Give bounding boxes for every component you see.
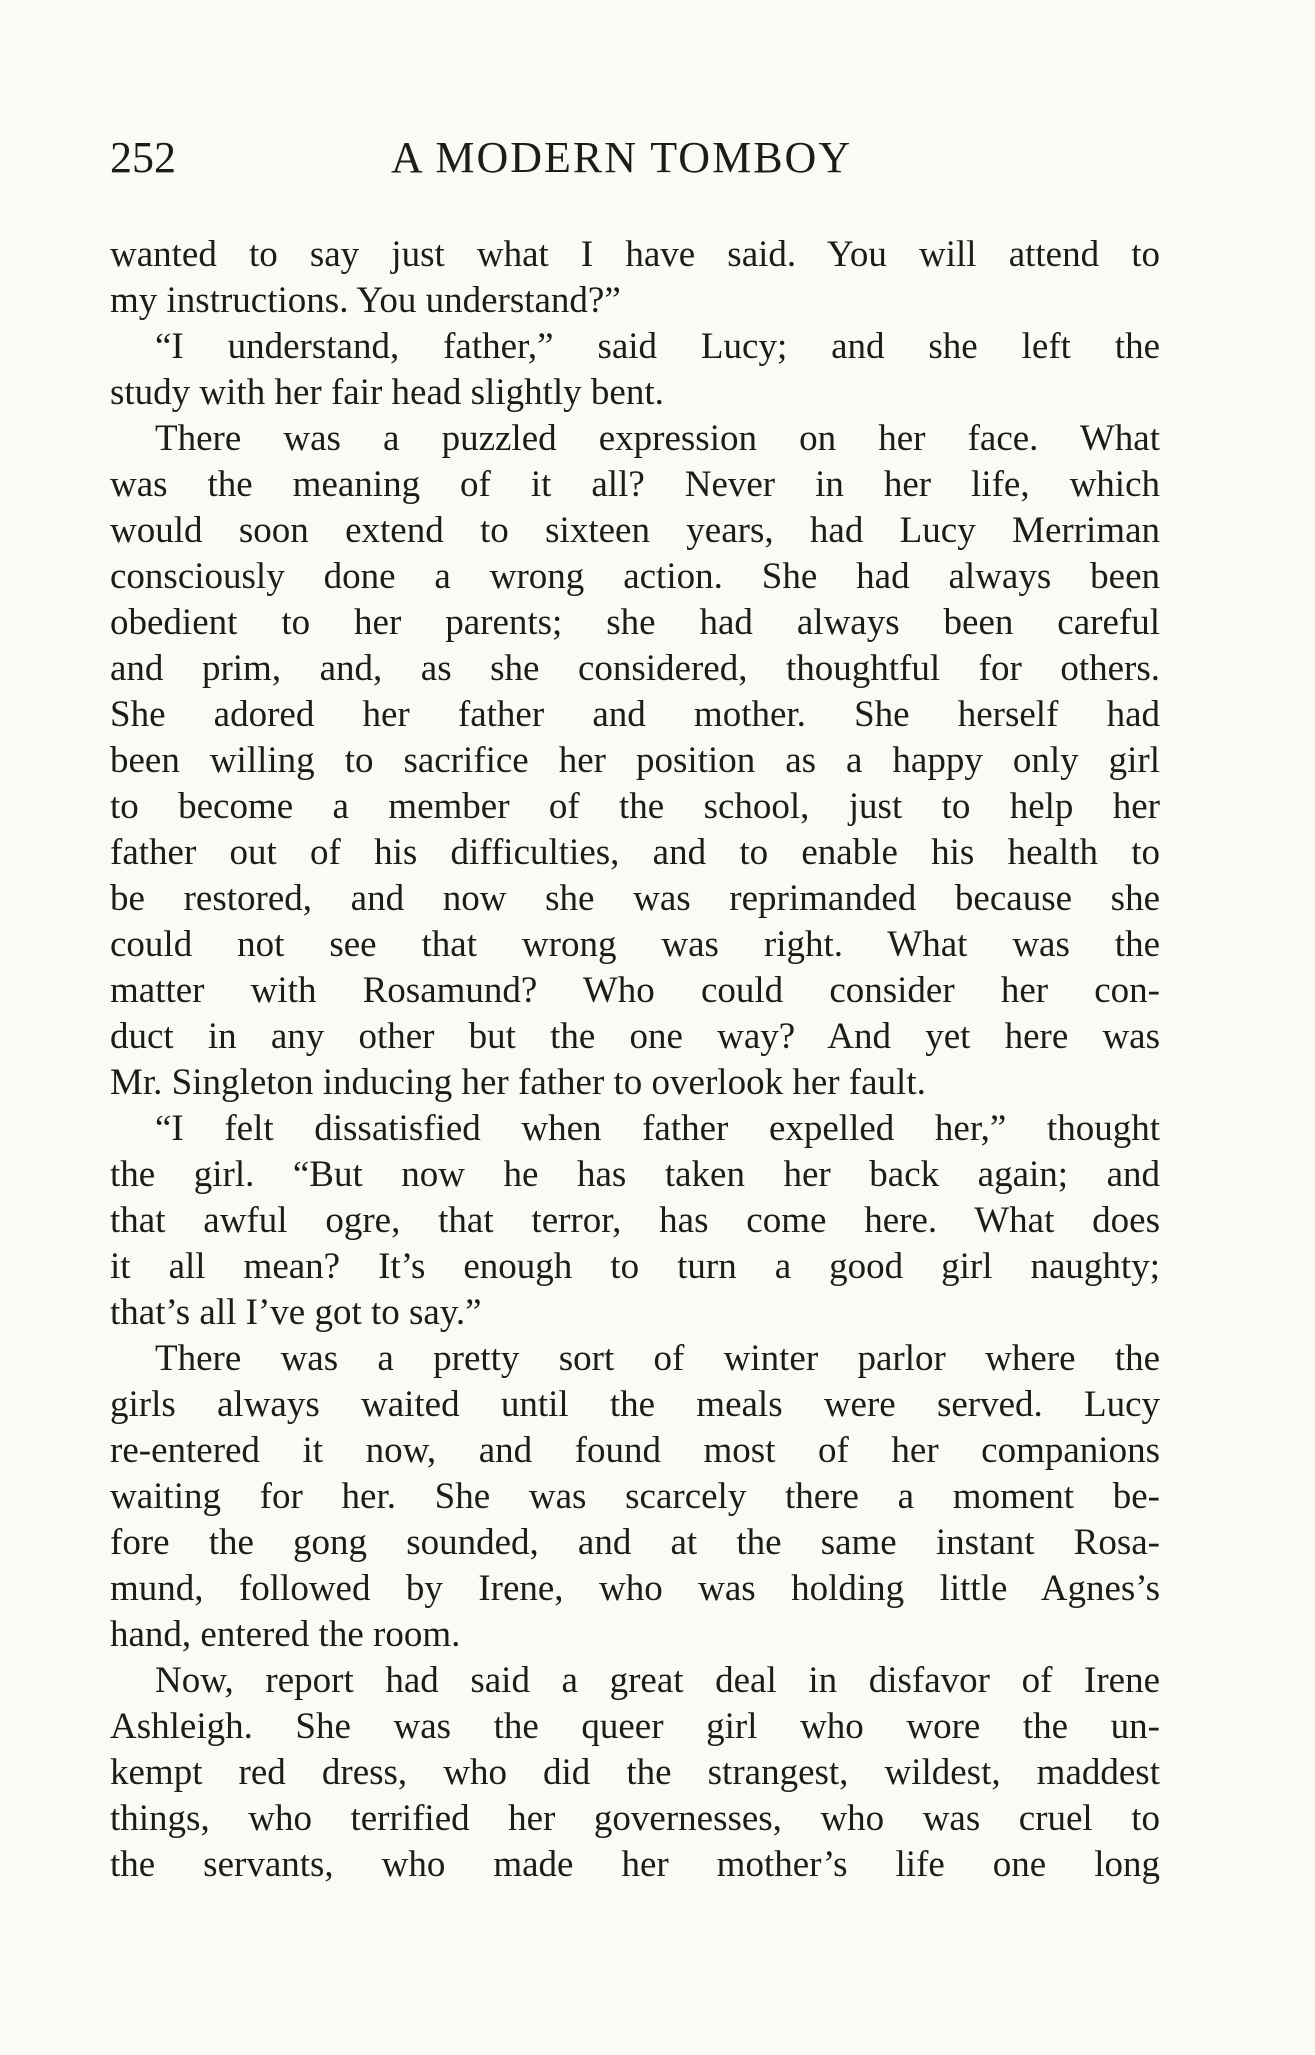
text-line: mund, followed by Irene, who was holding little Agnes’s — [110, 1568, 1160, 1609]
text-line: it all mean? It’s enough to turn a good girl naughty; — [110, 1246, 1160, 1287]
text-line: the servants, who made her mother’s life one long — [110, 1844, 1160, 1885]
text-line: father out of his difficulties, and to enable his health to — [110, 832, 1160, 873]
running-title: A MODERN TOMBOY — [391, 133, 853, 182]
text-line: duct in any other but the one way? And yet here was — [110, 1016, 1160, 1057]
page-header — [110, 128, 1160, 188]
text-line: fore the gong sounded, and at the same instant Rosa- — [110, 1522, 1160, 1563]
text-line: Ashleigh. She was the queer girl who wore the un- — [110, 1706, 1160, 1747]
text-line: my instructions. You understand?” — [110, 280, 621, 321]
text-line: would soon extend to sixteen years, had Lucy Merriman — [110, 510, 1160, 551]
text-line: study with her fair head slightly bent. — [110, 372, 664, 413]
text-line: that’s all I’ve got to say.” — [110, 1292, 482, 1333]
text-line: “I understand, father,” said Lucy; and she left the — [155, 326, 1160, 367]
text-line: re-entered it now, and found most of her companions — [110, 1430, 1160, 1471]
text-line: “I felt dissatisfied when father expelled her,” thought — [155, 1108, 1160, 1149]
text-line: kempt red dress, who did the strangest, wildest, maddest — [110, 1752, 1160, 1793]
text-line: be restored, and now she was reprimanded because she — [110, 878, 1160, 919]
text-line: There was a pretty sort of winter parlor where the — [155, 1338, 1160, 1379]
text-line: that awful ogre, that terror, has come here. What does — [110, 1200, 1160, 1241]
text-line: matter with Rosamund? Who could consider her con- — [110, 970, 1160, 1011]
text-line: to become a member of the school, just to help her — [110, 786, 1160, 827]
text-line: girls always waited until the meals were served. Lucy — [110, 1384, 1160, 1425]
text-line: been willing to sacrifice her position as a happy only girl — [110, 740, 1160, 781]
text-line: waiting for her. She was scarcely there a moment be- — [110, 1476, 1160, 1517]
text-line: the girl. “But now he has taken her back again; and — [110, 1154, 1160, 1195]
body-text — [110, 232, 1160, 1888]
text-line: obedient to her parents; she had always been careful — [110, 602, 1160, 643]
text-line: could not see that wrong was right. What was the — [110, 924, 1160, 965]
text-line: things, who terrified her governesses, who was cruel to — [110, 1798, 1160, 1839]
text-line: hand, entered the room. — [110, 1614, 461, 1655]
text-line: Mr. Singleton inducing her father to overlook her fault. — [110, 1062, 926, 1103]
text-line: consciously done a wrong action. She had always been — [110, 556, 1160, 597]
page-number: 252 — [110, 133, 176, 182]
text-line: There was a puzzled expression on her face. What — [155, 418, 1160, 459]
text-line: was the meaning of it all? Never in her life, which — [110, 464, 1160, 505]
text-line: Now, report had said a great deal in disfavor of Irene — [155, 1660, 1160, 1701]
text-line: wanted to say just what I have said. You will attend to — [110, 234, 1160, 275]
text-line: She adored her father and mother. She herself had — [110, 694, 1160, 735]
text-line: and prim, and, as she considered, thoughtful for others. — [110, 648, 1160, 689]
